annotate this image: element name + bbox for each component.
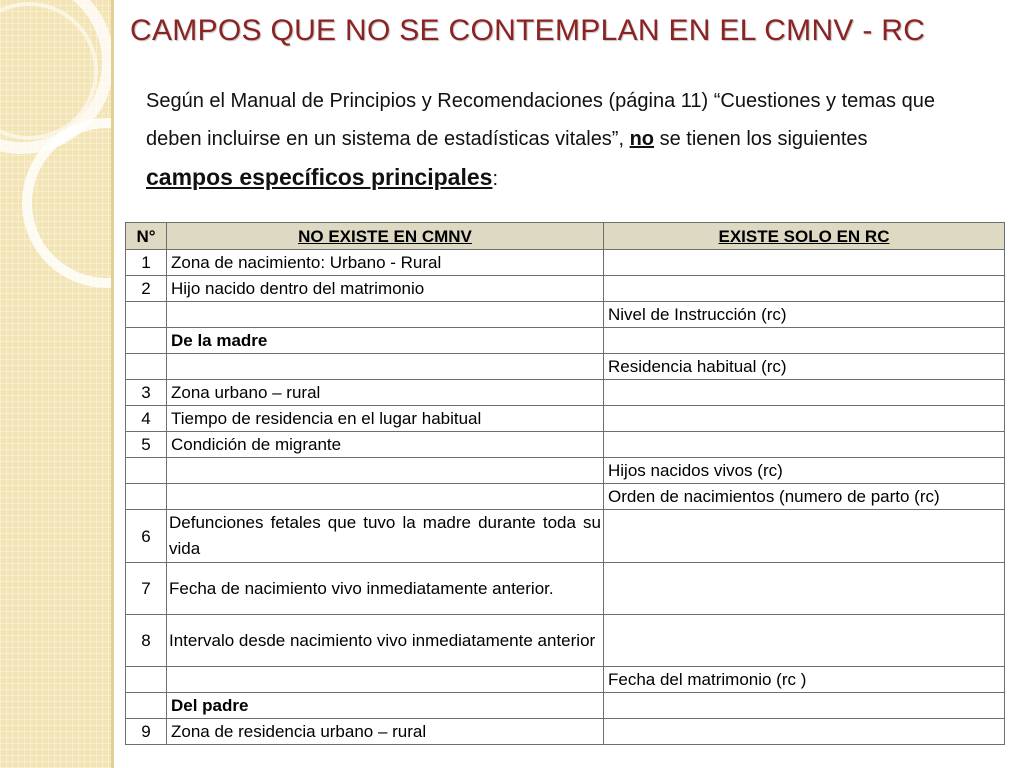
cell-existe-solo-rc [604,563,1005,615]
cell-existe-solo-rc [604,615,1005,667]
table-row [126,563,1005,615]
table-row [126,510,1005,563]
cell-existe-solo-rc [604,250,1005,276]
cell-no-existe-cmnv: De la madre [167,328,604,354]
table-row [126,250,1005,276]
table-row [126,667,1005,693]
table-row [126,328,1005,354]
cell-existe-solo-rc [604,276,1005,302]
row-number: 5 [126,432,167,458]
cell-no-existe-cmnv: Defunciones fetales que tuvo la madre durante toda su vida [167,510,604,563]
cell-no-existe-cmnv: Hijo nacido dentro del matrimonio [167,276,604,302]
row-number [126,458,167,484]
cell-existe-solo-rc [604,719,1005,745]
intro-emphasis-no: no [629,128,655,150]
cell-existe-solo-rc: Nivel de Instrucción (rc) [604,302,1005,328]
fields-table [125,222,1005,745]
row-number: 8 [126,615,167,667]
cell-no-existe-cmnv [167,354,604,380]
cell-existe-solo-rc [604,406,1005,432]
header-number: N° [126,223,167,250]
cell-existe-solo-rc: Hijos nacidos vivos (rc) [604,458,1005,484]
table-row [126,354,1005,380]
table-row [126,276,1005,302]
intro-text-3: : [492,168,498,190]
row-number [126,354,167,380]
cell-no-existe-cmnv [167,302,604,328]
row-number [126,302,167,328]
cell-no-existe-cmnv: Zona de nacimiento: Urbano - Rural [167,250,604,276]
row-number: 6 [126,510,167,563]
cell-no-existe-cmnv: Condición de migrante [167,432,604,458]
table-row [126,615,1005,667]
row-number [126,693,167,719]
table-row [126,432,1005,458]
row-number [126,328,167,354]
cell-existe-solo-rc: Residencia habitual (rc) [604,354,1005,380]
slide-title: CAMPOS QUE NO SE CONTEMPLAN EN EL CMNV - RC [130,14,926,47]
cell-existe-solo-rc: Fecha del matrimonio (rc ) [604,667,1005,693]
intro-text-1: Según el Manual de Principios y Recomendaciones (página 11) “Cuestiones y temas que deben incluirse en un sistema de estadísticas vitales”, [146,90,935,150]
cell-no-existe-cmnv: Intervalo desde nacimiento vivo inmediatamente anterior [167,615,604,667]
cell-no-existe-cmnv: Zona urbano – rural [167,380,604,406]
cell-existe-solo-rc [604,432,1005,458]
cell-no-existe-cmnv: Fecha de nacimiento vivo inmediatamente anterior. [167,563,604,615]
table-row [126,693,1005,719]
row-number [126,667,167,693]
table-row [126,380,1005,406]
cell-existe-solo-rc [604,693,1005,719]
intro-text-2: se tienen los siguientes [654,128,868,150]
cell-no-existe-cmnv: Del padre [167,693,604,719]
cell-no-existe-cmnv [167,484,604,510]
row-number: 4 [126,406,167,432]
cell-no-existe-cmnv: Tiempo de residencia en el lugar habitual [167,406,604,432]
sidebar-edge [111,0,114,768]
cell-no-existe-cmnv [167,458,604,484]
intro-paragraph [146,82,936,198]
table-row [126,302,1005,328]
table-row [126,719,1005,745]
cell-no-existe-cmnv [167,667,604,693]
row-number: 7 [126,563,167,615]
table-row [126,406,1005,432]
row-number: 3 [126,380,167,406]
row-number: 9 [126,719,167,745]
table-row [126,484,1005,510]
row-number: 2 [126,276,167,302]
header-no-existe-cmnv: NO EXISTE EN CMNV [167,223,604,250]
row-number: 1 [126,250,167,276]
cell-existe-solo-rc: Orden de nacimientos (numero de parto (rc) [604,484,1005,510]
cell-no-existe-cmnv: Zona de residencia urbano – rural [167,719,604,745]
table-header-row [126,223,1005,250]
intro-emphasis-fields: campos específicos principales [146,164,493,190]
cell-existe-solo-rc [604,510,1005,563]
header-existe-solo-rc: EXISTE SOLO EN RC [604,223,1005,250]
decorative-sidebar [0,0,114,768]
row-number [126,484,167,510]
table-row [126,458,1005,484]
cell-existe-solo-rc [604,328,1005,354]
cell-existe-solo-rc [604,380,1005,406]
